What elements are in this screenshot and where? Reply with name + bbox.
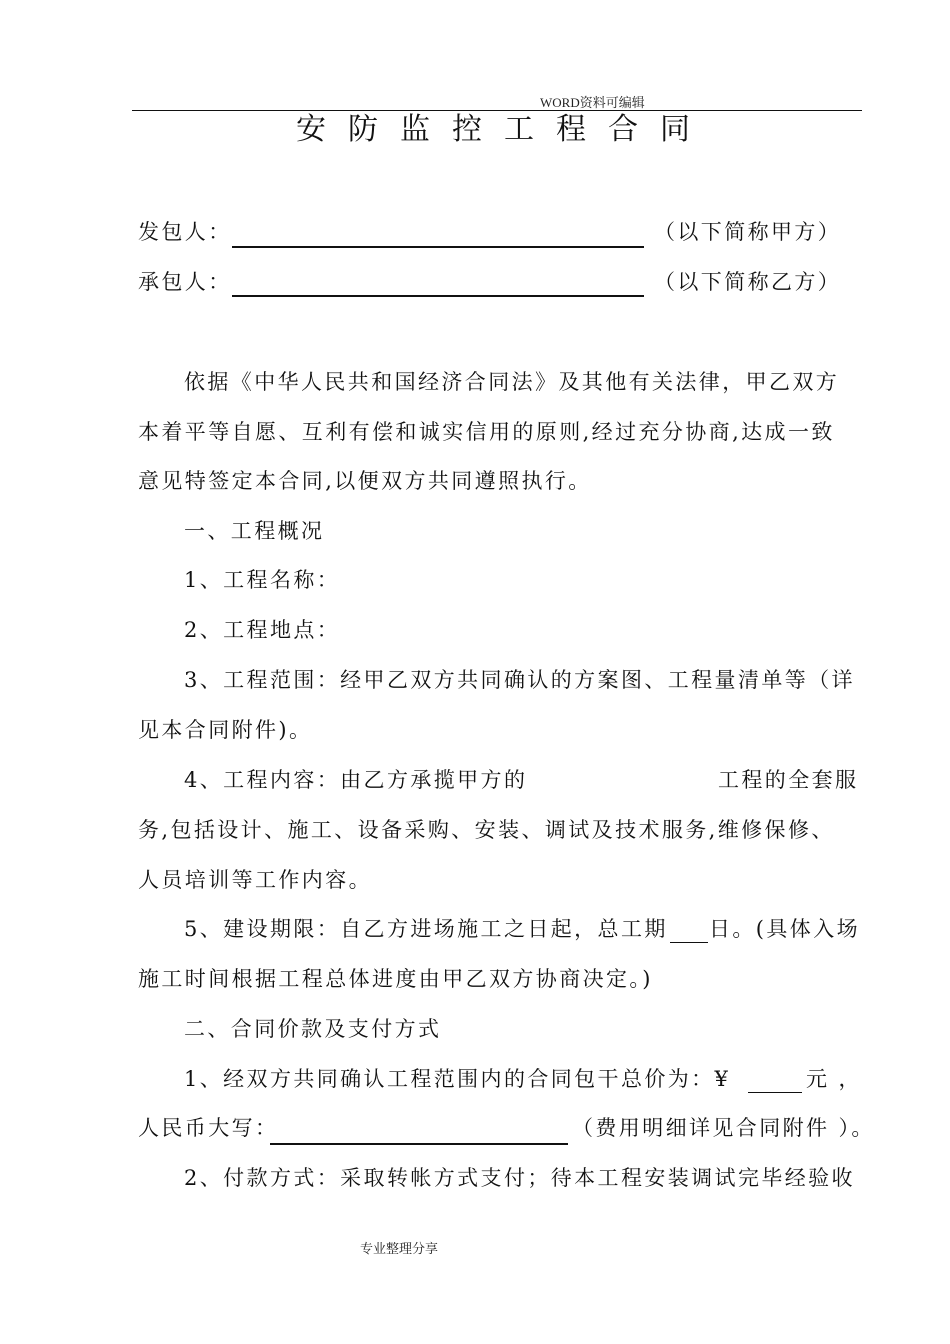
header-note: WORD资料可编辑 [540,95,645,110]
document-title: 安防监控工程合同 [296,112,712,147]
section1-heading: 一、工程概况 [184,519,325,543]
contractor-suffix: （以下简称乙方） [654,270,842,294]
project-name-item: 1、工程名称： [184,568,341,592]
project-scope-line-1: 3、工程范围：经甲乙双方共同确认的方案图、工程量清单等（详 [184,668,855,692]
construction-period-line-2: 施工时间根据工程总体进度由甲乙双方协商决定。) [138,967,653,991]
section2-heading: 二、合同价款及支付方式 [184,1017,442,1041]
employer-label: 发包人： [138,220,232,244]
employer-suffix: （以下简称甲方） [654,220,842,244]
contract-price-words-suffix: （费用明细详见合同附件 ）。 [572,1116,875,1140]
payment-method-line-1: 2、付款方式：采取转帐方式支付；待本工程安装调试完毕经验收 [184,1166,855,1190]
contract-price-words-label: 人民币大写： [138,1116,279,1140]
intro-line-3: 意见特签定本合同,以便双方共同遵照执行。 [138,469,592,493]
contract-price-amount-blank[interactable] [748,1092,802,1093]
total-days-blank[interactable] [670,942,708,943]
project-location-item: 2、工程地点： [184,618,341,642]
project-content-line-1a: 4、工程内容：由乙方承揽甲方的 [184,768,528,792]
construction-period-line-1b: 日。(具体入场 [709,917,860,941]
contractor-label: 承包人： [138,270,232,294]
intro-line-1: 依据《中华人民共和国经济合同法》及其他有关法律，甲乙双方 [184,370,840,394]
contract-price-line-1b: 元 ， [806,1067,862,1091]
project-content-line-1b: 工程的全套服 [718,768,859,792]
construction-period-line-1a: 5、建设期限：自乙方进场施工之日起，总工期 [184,917,668,941]
footer-note: 专业整理分享 [360,1242,439,1257]
project-content-line-3: 人员培训等工作内容。 [138,868,372,892]
contract-price-words-blank[interactable] [270,1143,568,1145]
project-content-line-2: 务,包括设计、施工、设备采购、安装、调试及技术服务,维修保修、 [138,818,835,842]
employer-name-blank[interactable] [232,246,644,248]
intro-line-2: 本着平等自愿、互利有偿和诚实信用的原则,经过充分协商,达成一致 [138,420,835,444]
project-scope-line-2: 见本合同附件)。 [138,718,313,742]
contractor-name-blank[interactable] [232,295,644,297]
contract-price-line-1a: 1、经双方共同确认工程范围内的合同包干总价为：¥ [184,1067,731,1091]
